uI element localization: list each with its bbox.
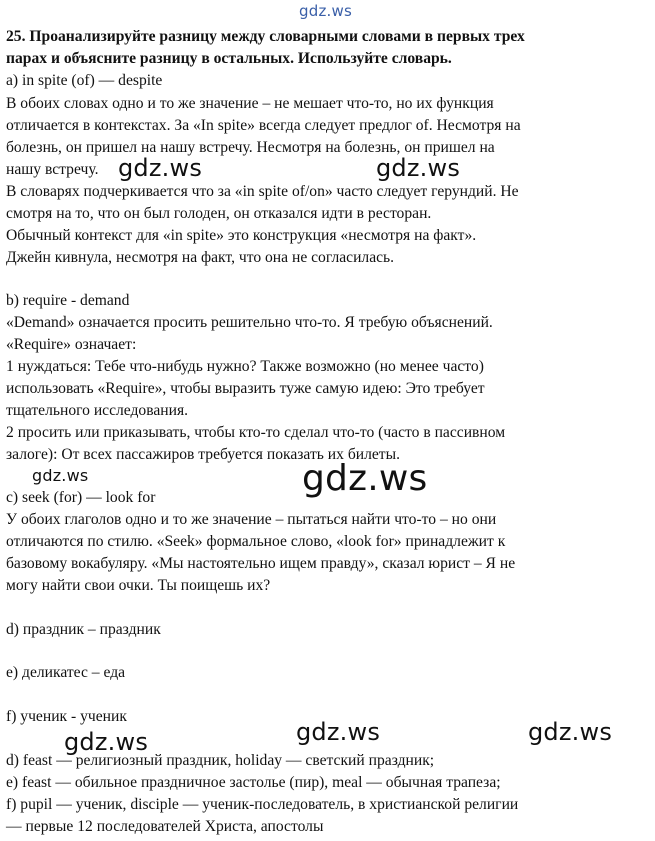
answer-d: d) feast — религиозный праздник, holiday — светский праздник; xyxy=(6,752,435,769)
paragraph-line: Обычный контекст для «in spite» это конструкция «несмотря на факт». xyxy=(6,227,477,244)
paragraph-line: болезнь, он пришел на нашу встречу. Несмотря на болезнь, он пришел на xyxy=(6,139,495,156)
paragraph-line: смотря на то, что он был голоден, он отказался идти в ресторан. xyxy=(6,205,432,222)
exercise-title-line-2: парах и объясните разницу в остальных. Используйте словарь. xyxy=(6,50,452,67)
watermark-center: gdz.ws xyxy=(302,458,428,499)
paragraph-line: 2 просить или приказывать, чтобы кто-то сделал что-то (часто в пассивном xyxy=(6,424,506,441)
watermark-bottom-left: gdz.ws xyxy=(64,728,149,756)
section-f-heading: f) ученик - ученик xyxy=(6,708,127,725)
paragraph-line: нашу встречу. xyxy=(6,161,99,178)
paragraph-line: могу найти свои очки. Ты поищешь их? xyxy=(6,577,271,594)
paragraph-line: Джейн кивнула, несмотря на факт, что она не согласилась. xyxy=(6,249,395,266)
paragraph-line: В обоих словах одно и то же значение – не мешает что-то, но их функция xyxy=(6,95,494,112)
paragraph-line: В словарях подчеркивается что за «in spite of/on» часто следует герундий. Не xyxy=(6,183,519,200)
section-a-heading: a) in spite (of) — despite xyxy=(6,72,163,89)
answer-f-continued: — первые 12 последователей Христа, апостолы xyxy=(6,818,324,835)
watermark-mid-left: gdz.ws xyxy=(118,154,203,182)
answer-f: f) pupil — ученик, disciple — ученик-последователь, в христианской религии xyxy=(6,796,519,813)
paragraph-line: «Demand» означается просить решительно что-то. Я требую объяснений. xyxy=(6,314,493,331)
paragraph-line: использовать «Require», чтобы выразить туже самую идею: Это требует xyxy=(6,380,485,397)
paragraph-line: тщательного исследования. xyxy=(6,402,189,419)
watermark-mid-right: gdz.ws xyxy=(376,154,461,182)
section-b-heading: b) require - demand xyxy=(6,292,130,309)
paragraph-line: отличается в контекстах. За «In spite» всегда следует предлог of. Несмотря на xyxy=(6,117,521,134)
answer-e: e) feast — обильное праздничное застолье (пир), meal — обычная трапеза; xyxy=(6,774,501,791)
paragraph-line: базовому вокабуляру. «Мы настоятельно ищем правду», сказал юрист – Я не xyxy=(6,555,516,572)
section-e-heading: e) деликатес – еда xyxy=(6,664,126,681)
paragraph-line: залоге): От всех пассажиров требуется показать их билеты. xyxy=(6,446,400,463)
watermark-top: gdz.ws xyxy=(299,2,352,20)
section-c-heading: c) seek (for) — look for xyxy=(6,489,156,506)
watermark-bottom-right: gdz.ws xyxy=(528,718,613,746)
watermark-bottom-mid: gdz.ws xyxy=(296,718,381,746)
section-d-heading: d) праздник – праздник xyxy=(6,621,161,638)
paragraph-line: «Require» означает: xyxy=(6,336,137,353)
paragraph-line: У обоих глаголов одно и то же значение – пытаться найти что-то – но они xyxy=(6,511,497,528)
paragraph-line: отличаются по стилю. «Seek» формальное слово, «look for» принадлежит к xyxy=(6,533,506,550)
exercise-title-line-1: 25. Проанализируйте разницу между словарными словами в первых трех xyxy=(6,28,525,45)
watermark-small-left: gdz.ws xyxy=(32,466,89,485)
paragraph-line: 1 нуждаться: Тебе что-нибудь нужно? Также возможно (но менее часто) xyxy=(6,358,484,375)
